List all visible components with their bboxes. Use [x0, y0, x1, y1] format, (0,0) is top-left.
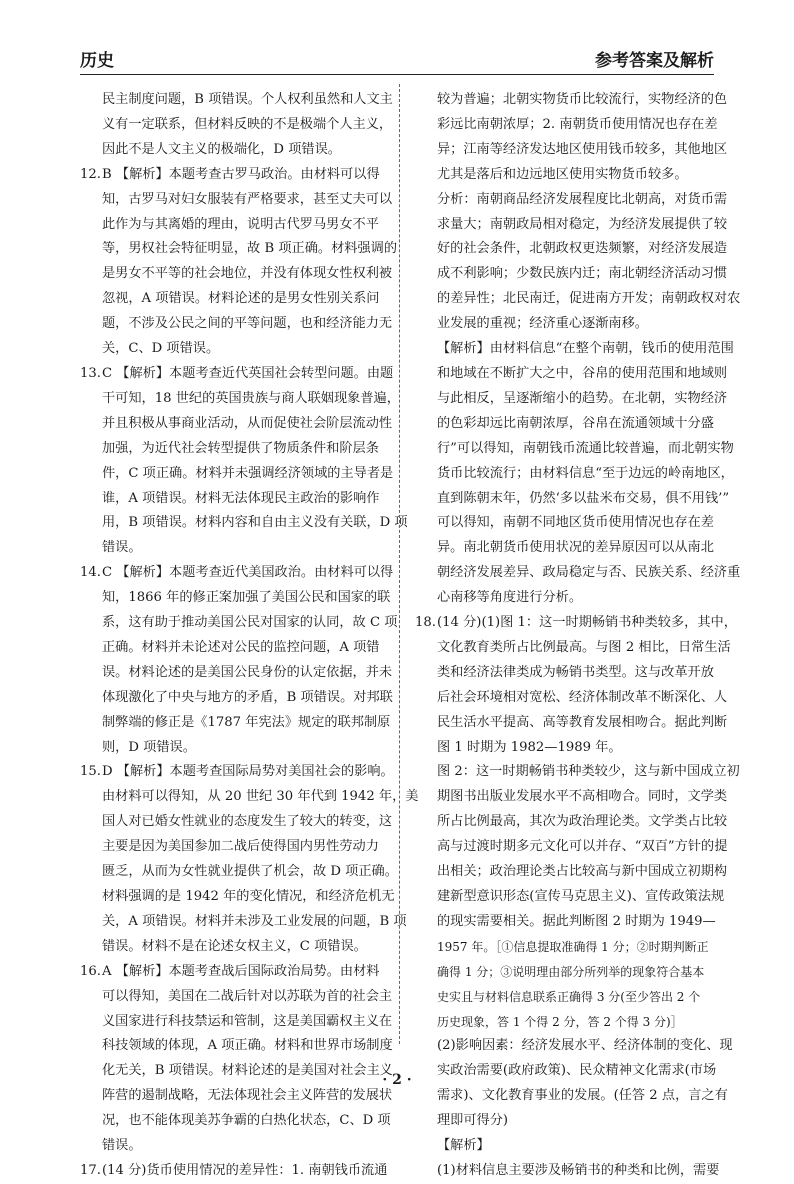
text-line: 货币比较流行；由材料信息“至于边远的岭南地区， [437, 465, 734, 481]
header-rule [80, 74, 714, 75]
answer-item [80, 362, 408, 561]
text-line: 图 2：这一时期畅销书种类较少，这与新中国成立初 [437, 764, 740, 780]
text-line: 所占比例最高，其次为政治理论类。文学类占比较 [437, 814, 728, 830]
text-line: 行”可以得知，南朝钱币流通比较普遍，而北朝实物 [437, 440, 734, 456]
text-line: 分析：南朝商品经济发展程度比北朝高，对货币需 [437, 191, 728, 207]
text-line: 的色彩却远比南朝浓厚，谷帛在流通领域十分盛 [437, 415, 714, 431]
text-line: 史实且与材料信息联系正确得 3 分(至少答出 2 个 [437, 989, 701, 1004]
question-number: 13. [80, 365, 101, 381]
right-column [415, 88, 741, 1184]
text-line: 与此相反，呈逐渐缩小的趋势。在北朝，实物经济 [437, 390, 728, 406]
text-line: 直到陈朝末年，仍然‘多以盐米布交易，俱不用钱’” [437, 490, 730, 506]
text-line: 阵营的遏制战略，无法体现社会主义阵营的发展状 [102, 1088, 393, 1104]
text-line: 系，这有助于推动美国公民对国家的认同，故 C 项 [102, 615, 398, 631]
text-line: 1957 年。［①信息提取准确得 1 分；②时期判断正 [437, 939, 709, 954]
page-number: · 2 · [382, 1072, 412, 1088]
text-line: 义有一定联系，但材料反映的不是极端个人主义， [102, 116, 393, 132]
text-line: C 【解析】本题考查近代美国政治。由材料可以得 [102, 565, 394, 581]
text-line: 期图书出版业发展水平不高相吻合。同时，文学类 [437, 789, 728, 805]
text-line: 材料强调的是 1942 年的变化情况，和经济危机无 [102, 889, 395, 904]
text-line: 需求)、文化教育事业的发展。(任答 2 点，言之有 [437, 1088, 728, 1104]
text-line: 彩远比南朝浓厚；2. 南朝货币使用情况也存在差 [437, 116, 718, 132]
text-line: 知，1866 年的修正案加强了美国公民和国家的联 [102, 590, 391, 606]
text-line: 误。材料论述的是美国公民身份的认定依据，并未 [102, 664, 393, 680]
text-line: 正确。材料并未论述对公民的监控问题，A 项错 [102, 639, 380, 655]
text-line: 的差异性；北民南迁，促进南方开发；南朝政权对农 [437, 291, 741, 307]
text-line: 和地域在不断扩大之中，谷帛的使用范围和地域则 [437, 365, 728, 381]
text-line: 义国家进行科技禁运和管制，这是美国霸权主义在 [102, 1013, 393, 1029]
text-line: 朝经济发展差异、政局稳定与否、民族关系、经济重 [437, 565, 741, 581]
text-line: 业发展的重视；经济重心逐渐南移。 [437, 316, 648, 332]
text-line: 由材料可以得知，从 20 世纪 30 年代到 1942 年，美 [102, 789, 419, 805]
text-line: 等，男权社会特征明显，故 B 项正确。材料强调的 [102, 241, 398, 257]
text-line: 用，B 项错误。材料内容和自由主义没有关联，D 项 [102, 515, 408, 531]
text-line: 国人对已婚女性就业的态度发生了较大的转变，这 [102, 814, 393, 830]
text-line: (2)影响因素：经济发展水平、经济体制的变化、现 [437, 1038, 733, 1054]
text-line: 类和经济法律类成为畅销书类型。这与改革开放 [437, 664, 714, 680]
text-line: 匮乏，从而为女性就业提供了机会，故 D 项正确。 [102, 864, 398, 880]
text-line: 体现激化了中央与地方的矛盾，B 项错误。对邦联 [102, 689, 393, 705]
text-line: 民生活水平提高、高等教育发展相吻合。据此判断 [437, 714, 728, 730]
text-line: 因此不是人文主义的极端化，D 项错误。 [102, 141, 341, 157]
text-line: 【解析】 [437, 1138, 490, 1154]
text-line: 心南移等角度进行分析。 [437, 590, 583, 606]
question-number: 12. [80, 166, 101, 182]
question-number: 18. [415, 615, 436, 631]
text-line: 是男女不平等的社会地位，并没有体现女性权利被 [102, 266, 393, 282]
text-line: 图 1 时期为 1982—1989 年。 [437, 739, 622, 755]
text-line: 文化教育类所占比例最高。与图 2 相比，日常生活 [437, 639, 731, 655]
page-header [80, 46, 714, 72]
text-line: 理即可得分) [437, 1113, 509, 1129]
text-line: 可以得知，美国在二战后针对以苏联为首的社会主 [102, 988, 393, 1004]
answer-item [80, 760, 419, 959]
text-line: 关，A 项错误。材料并未涉及工业发展的问题，B 项 [102, 913, 407, 929]
text-line: 主要是因为美国参加二战后使得国内男性劳动力 [102, 839, 379, 855]
text-line: 的现实需要相关。据此判断图 2 时期为 1949— [437, 913, 716, 929]
text-line: 求量大；南朝政局相对稳定，为经济发展提供了较 [437, 216, 728, 232]
text-line: 科技领域的体现，A 项正确。材料和世界市场制度 [102, 1038, 393, 1054]
text-line: 干可知，18 世纪的英国贵族与商人联姻现象普遍， [102, 390, 400, 406]
text-line: 建新型意识形态(宣传马克思主义)、宣传政策法规 [437, 889, 725, 904]
text-line: 忽视，A 项错误。材料论述的是男女性别关系问 [102, 291, 380, 307]
text-line: A 【解析】本题考查战后国际政治局势。由材料 [102, 963, 380, 979]
text-line: 可以得知，南朝不同地区货币使用情况也存在差 [437, 515, 714, 531]
text-line: 实政治需要(政府政策)、民众精神文化需求(市场 [437, 1063, 717, 1079]
answer-item [415, 611, 740, 1184]
text-line: 错误。材料不是在论述女权主义，C 项错误。 [102, 938, 367, 954]
text-line: (14 分)货币使用情况的差异性：1. 南朝钱币流通 [102, 1162, 388, 1178]
question-number: 15. [80, 764, 101, 780]
text-line: C 【解析】本题考查近代英国社会转型问题。由题 [102, 365, 394, 381]
answer-item [80, 1159, 386, 1184]
answer-item [80, 960, 393, 1159]
answer-item [80, 163, 398, 362]
question-number: 17. [80, 1162, 101, 1178]
text-line: 知，古罗马对妇女服装有严格要求，甚至丈夫可以 [102, 191, 393, 207]
text-line: 成不利影响；少数民族内迁；南北朝经济活动习惯 [437, 266, 728, 282]
text-line: 【解析】由材料信息“在整个南朝，钱币的使用范围 [437, 341, 734, 357]
text-line: 出相关；政治理论类占比较高与新中国成立初期构 [437, 864, 728, 880]
text-line: 异；江南等经济发达地区使用钱币较多，其他地区 [437, 141, 728, 157]
answer-item [80, 561, 398, 760]
text-line: 错误。 [102, 540, 142, 556]
text-line: 错误。 [102, 1138, 142, 1154]
text-line: D 【解析】本题考查国际局势对美国社会的影响。 [102, 764, 394, 780]
text-line: 谁，A 项错误。材料无法体现民主政治的影响作 [102, 490, 380, 506]
text-line: 民主制度问题，B 项错误。个人权利虽然和人文主 [102, 92, 393, 107]
text-line: 加强，为近代社会转型提供了物质条件和阶层条 [102, 440, 379, 456]
text-line: (1)材料信息主要涉及畅销书的种类和比例，需要 [437, 1162, 720, 1178]
document-title: 参考答案及解析 [595, 51, 714, 71]
text-line: 好的社会条件，北朝政权更迭频繁，对经济发展造 [437, 241, 728, 257]
text-line: 况，也不能体现美苏争霸的白热化状态，C、D 项 [102, 1113, 391, 1129]
text-line: 题，不涉及公民之间的平等问题，也和经济能力无 [102, 316, 393, 332]
text-line: 件，C 项正确。材料并未强调经济领域的主导者是 [102, 465, 394, 481]
text-line: 则，D 项错误。 [102, 739, 196, 755]
question-number: 16. [80, 963, 101, 979]
text-line: 异。南北朝货币使用状况的差异原因可以从南北 [437, 540, 714, 556]
subject-label: 历史 [80, 51, 114, 71]
text-line: B 【解析】本题考查古罗马政治。由材料可以得 [102, 166, 380, 182]
text-line: 历史现象，答 1 个得 2 分，答 2 个得 3 分)］ [437, 1014, 683, 1029]
text-line: 化无关，B 项错误。材料论述的是美国对社会主义 [102, 1063, 393, 1079]
text-line: 高与过渡时期多元文化可以并存、“双百”方针的提 [437, 839, 728, 855]
text-line: 确得 1 分；③说明理由部分所列举的现象符合基本 [437, 964, 705, 979]
text-line: 尤其是落后和边远地区使用实物货币较多。 [437, 166, 688, 182]
text-line: 制弊端的修正是《1787 年宪法》规定的联邦制原 [102, 714, 391, 730]
text-line: 并且积极从事商业活动，从而促使社会阶层流动性 [102, 415, 393, 431]
text-line: 关，C、D 项错误。 [102, 341, 220, 357]
left-column [80, 88, 419, 1184]
question-number: 14. [80, 565, 101, 581]
text-line: 较为普遍；北朝实物货币比较流行，实物经济的色 [437, 92, 728, 107]
text-line: 后社会环境相对宽松、经济体制改革不断深化、人 [437, 689, 728, 705]
text-line: (14 分)(1)图 1：这一时期畅销书种类较多，其中， [437, 615, 737, 631]
text-line: 此作为与其离婚的理由，说明古代罗马男女不平 [102, 216, 379, 232]
